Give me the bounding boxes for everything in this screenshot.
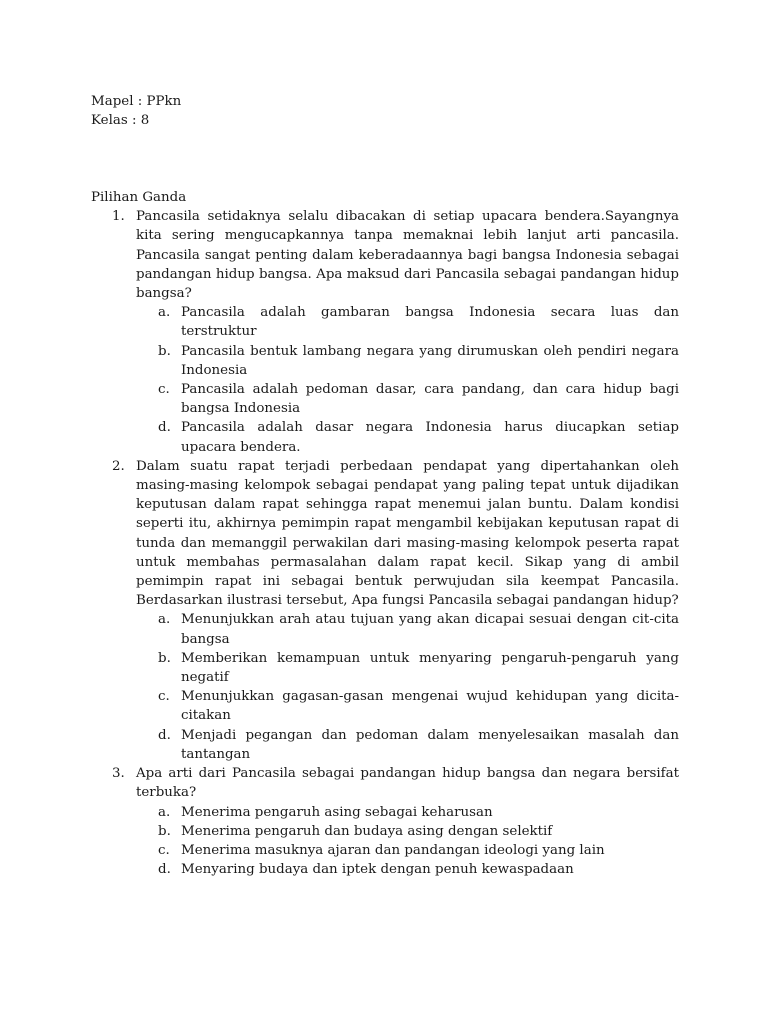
question-text: Apa arti dari Pancasila sebagai pandangan hidup bangsa dan negara bersifat terbuka? — [136, 766, 679, 801]
option-text: Menunjukkan gagasan-gasan mengenai wujud kehidupan yang dicita-citakan — [181, 689, 679, 724]
document-header — [91, 92, 181, 130]
question-text: Dalam suatu rapat terjadi perbedaan pendapat yang dipertahankan oleh masing-masing kelompok sebagai pendapat yang paling tepat untuk dijadikan keputusan dalam rapat sehingga rapat menemui jalan buntu. Dalam kondisi seperti itu, akhirnya pemimpin rapat mengambil kebijakan keputusan rapat di tunda dan memanggil perwakilan dari masing-masing kelompok peserta rapat untuk membahas permasalahan dalam rapat kecil. Sikap yang di ambil pemimpin rapat ini sebagai bentuk perwujudan sila keempat Pancasila. Berdasarkan ilustrasi tersebut, Apa fungsi Pancasila sebagai pandangan hidup? — [136, 458, 679, 609]
option-letter: c. — [158, 382, 170, 398]
option-b — [136, 822, 679, 841]
option-d — [136, 726, 679, 764]
option-letter: a. — [158, 305, 171, 321]
option-b — [136, 649, 679, 687]
option-letter: a. — [158, 612, 171, 628]
multiple-choice-section — [91, 188, 679, 879]
question-number: 2. — [112, 458, 125, 474]
option-letter: d. — [158, 862, 171, 878]
option-letter: b. — [158, 823, 171, 839]
option-text: Menyaring budaya dan iptek dengan penuh kewaspadaan — [181, 862, 574, 878]
option-text: Pancasila bentuk lambang negara yang dirumuskan oleh pendiri negara Indonesia — [181, 343, 679, 378]
option-text: Menunjukkan arah atau tujuan yang akan dicapai sesuai dengan cit-cita bangsa — [181, 612, 679, 647]
subject-line: Mapel : PPkn — [91, 94, 182, 109]
question-number: 1. — [112, 209, 125, 225]
option-text: Pancasila adalah dasar negara Indonesia harus diucapkan setiap upacara bendera. — [181, 420, 679, 455]
option-letter: c. — [158, 689, 170, 705]
option-text: Menjadi pegangan dan pedoman dalam menyelesaikan masalah dan tantangan — [181, 727, 679, 762]
question-text: Pancasila setidaknya selalu dibacakan di setiap upacara bendera.Sayangnya kita sering mengucapkannya tanpa memaknai lebih lanjut arti pancasila. Pancasila sangat penting dalam keberadaannya bagi bangsa Indonesia sebagai pandangan hidup bangsa. Apa maksud dari Pancasila sebagai pandangan hidup bangsa? — [136, 209, 679, 302]
option-letter: a. — [158, 804, 171, 820]
option-text: Menerima pengaruh dan budaya asing dengan selektif — [181, 823, 553, 839]
option-b — [136, 342, 679, 380]
option-a — [136, 610, 679, 648]
option-c — [136, 687, 679, 725]
option-letter: d. — [158, 727, 171, 743]
grade-line: Kelas : 8 — [91, 113, 150, 129]
option-d — [136, 860, 679, 879]
option-c — [136, 380, 679, 418]
question-number: 3. — [112, 766, 125, 782]
option-a — [136, 303, 679, 341]
option-letter: b. — [158, 650, 171, 666]
option-a — [136, 803, 679, 822]
option-d — [136, 418, 679, 456]
option-text: Menerima masuknya ajaran dan pandangan ideologi yang lain — [181, 842, 605, 858]
option-text: Menerima pengaruh asing sebagai keharusan — [181, 804, 493, 820]
question-1 — [91, 207, 679, 457]
question-2 — [91, 457, 679, 764]
option-list — [136, 803, 679, 880]
option-text: Pancasila adalah gambaran bangsa Indonesia secara luas dan terstruktur — [181, 305, 679, 340]
option-letter: b. — [158, 343, 171, 359]
section-title: Pilihan Ganda — [91, 190, 187, 205]
option-letter: d. — [158, 420, 171, 436]
option-list — [136, 610, 679, 764]
option-text: Pancasila adalah pedoman dasar, cara pandang, dan cara hidup bagi bangsa Indonesia — [181, 382, 679, 417]
option-list — [136, 303, 679, 457]
option-c — [136, 841, 679, 860]
question-3 — [91, 764, 679, 879]
question-list — [91, 207, 679, 879]
option-text: Memberikan kemampuan untuk menyaring pengaruh-pengaruh yang negatif — [181, 650, 679, 686]
option-letter: c. — [158, 842, 170, 858]
